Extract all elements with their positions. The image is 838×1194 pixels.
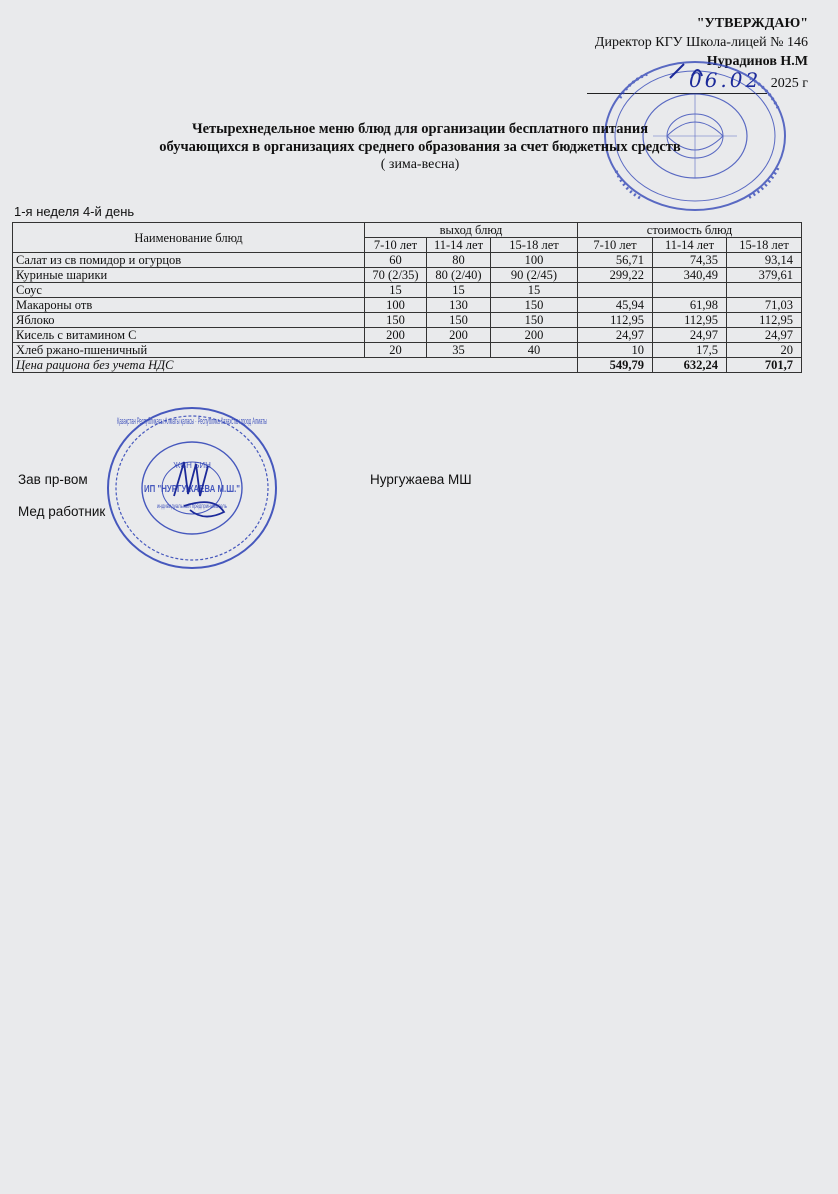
medic-label: Мед работник xyxy=(18,504,106,519)
yield-7-10: 70 (2/35) xyxy=(365,268,427,283)
production-head-label: Зав пр-вом xyxy=(18,472,88,487)
header-age-group: 11-14 лет xyxy=(427,238,491,253)
yield-15-18: 200 xyxy=(491,328,578,343)
yield-15-18: 90 (2/45) xyxy=(491,268,578,283)
cost-11-14: 112,95 xyxy=(653,313,727,328)
dish-name: Куриные шарики xyxy=(13,268,365,283)
cost-11-14: 340,49 xyxy=(653,268,727,283)
yield-11-14: 130 xyxy=(427,298,491,313)
dish-name: Соус xyxy=(13,283,365,298)
table-header-row-1 xyxy=(13,223,802,238)
yield-7-10: 20 xyxy=(365,343,427,358)
menu-table xyxy=(12,222,802,373)
stamp-center-text: ИП "НУРГУЖАЕВА М.Ш." xyxy=(144,484,241,495)
cost-11-14: 17,5 xyxy=(653,343,727,358)
header-age-group: 15-18 лет xyxy=(491,238,578,253)
table-row xyxy=(13,298,802,313)
cost-15-18: 71,03 xyxy=(727,298,802,313)
cost-7-10: 24,97 xyxy=(578,328,653,343)
document-title xyxy=(40,120,800,174)
cost-7-10: 56,71 xyxy=(578,253,653,268)
cost-15-18: 20 xyxy=(727,343,802,358)
production-head-name: Нургужаева МШ xyxy=(370,472,472,487)
yield-15-18: 150 xyxy=(491,298,578,313)
yield-11-14: 35 xyxy=(427,343,491,358)
official-stamp-round-left xyxy=(104,404,284,572)
dish-name: Макароны отв xyxy=(13,298,365,313)
cost-15-18: 93,14 xyxy=(727,253,802,268)
approval-heading: "УТВЕРЖДАЮ" xyxy=(696,16,808,31)
cost-11-14: 24,97 xyxy=(653,328,727,343)
header-age-group: 15-18 лет xyxy=(727,238,802,253)
title-season: ( зима-весна) xyxy=(380,157,460,172)
cost-11-14: 61,98 xyxy=(653,298,727,313)
yield-7-10: 60 xyxy=(365,253,427,268)
yield-15-18: 15 xyxy=(491,283,578,298)
cost-11-14: 74,35 xyxy=(653,253,727,268)
stamp-small-text: индивидуальный предприниматель xyxy=(157,503,264,510)
cost-11-14 xyxy=(653,283,727,298)
yield-11-14: 200 xyxy=(427,328,491,343)
table-row xyxy=(13,313,802,328)
header-age-group: 7-10 лет xyxy=(578,238,653,253)
cost-15-18 xyxy=(727,283,802,298)
title-line-1: Четырехнедельное меню блюд для организации бесплатного питания xyxy=(191,121,649,137)
approval-year: 2025 г xyxy=(770,76,808,91)
week-day-label: 1-я неделя 4-й день xyxy=(14,204,135,219)
yield-15-18: 150 xyxy=(491,313,578,328)
header-cost-group: стоимость блюд xyxy=(578,223,802,238)
total-label: Цена рациона без учета НДС xyxy=(13,358,578,373)
yield-15-18: 100 xyxy=(491,253,578,268)
table-row xyxy=(13,268,802,283)
yield-7-10: 100 xyxy=(365,298,427,313)
approval-position: Директор КГУ Школа-лицей № 146 xyxy=(594,35,808,50)
yield-11-14: 80 (2/40) xyxy=(427,268,491,283)
stamp-outer-text: Қазақстан Республикасы Алматы қаласы · Республика Казахстан город Алматы xyxy=(117,416,267,426)
dish-name: Кисель с витамином С xyxy=(13,328,365,343)
cost-7-10: 299,22 xyxy=(578,268,653,283)
cost-15-18: 112,95 xyxy=(727,313,802,328)
table-row xyxy=(13,343,802,358)
cost-7-10 xyxy=(578,283,653,298)
cost-15-18: 379,61 xyxy=(727,268,802,283)
total-11-14: 632,24 xyxy=(653,358,727,373)
cost-7-10: 112,95 xyxy=(578,313,653,328)
header-age-group: 11-14 лет xyxy=(653,238,727,253)
table-row xyxy=(13,328,802,343)
cost-15-18: 24,97 xyxy=(727,328,802,343)
dish-name: Хлеб ржано-пшеничный xyxy=(13,343,365,358)
stamp-inner-text: ЖСН БИН xyxy=(173,461,211,470)
dish-name: Яблоко xyxy=(13,313,365,328)
header-age-group: 7-10 лет xyxy=(365,238,427,253)
cost-7-10: 10 xyxy=(578,343,653,358)
total-15-18: 701,7 xyxy=(727,358,802,373)
header-yield-group: выход блюд xyxy=(365,223,578,238)
cost-7-10: 45,94 xyxy=(578,298,653,313)
yield-11-14: 80 xyxy=(427,253,491,268)
approval-date-handwritten: 06.02 xyxy=(688,68,762,92)
dish-name: Салат из св помидор и огурцов xyxy=(13,253,365,268)
yield-7-10: 150 xyxy=(365,313,427,328)
table-row xyxy=(13,253,802,268)
title-line-2: обучающихся в организациях среднего образования за счет бюджетных средств xyxy=(159,139,681,155)
yield-7-10: 200 xyxy=(365,328,427,343)
yield-15-18: 40 xyxy=(491,343,578,358)
table-row xyxy=(13,283,802,298)
approval-name: Нурадинов Н.М xyxy=(706,54,808,69)
header-dish-name: Наименование блюд xyxy=(13,223,365,253)
yield-11-14: 15 xyxy=(427,283,491,298)
total-7-10: 549,79 xyxy=(578,358,653,373)
yield-11-14: 150 xyxy=(427,313,491,328)
total-row xyxy=(13,358,802,373)
yield-7-10: 15 xyxy=(365,283,427,298)
